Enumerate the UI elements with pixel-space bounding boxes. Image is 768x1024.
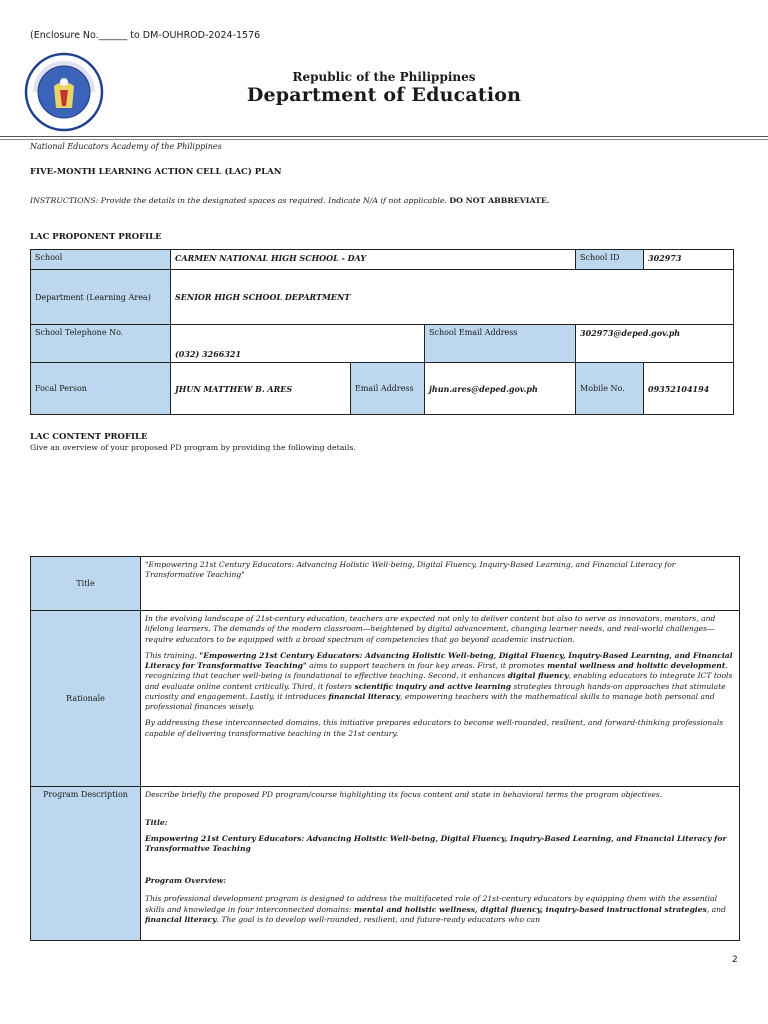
school-id-label: School ID (576, 250, 644, 270)
program-intro: Describe briefly the proposed PD program/course highlighting its focus content and state in behavioral terms the program objectives. (145, 790, 663, 799)
content-profile-table (30, 556, 740, 941)
school-id-value: 302973 (644, 250, 734, 270)
proponent-profile-heading: LAC PROPONENT PROFILE (30, 232, 162, 242)
rationale-paragraph: This training, "Empowering 21st Century Educators: Advancing Holistic Well-being, Digital Fluency, Inquiry-Based Learning, and Financial Literacy for Transformative Teaching" aims to support teachers in four key areas. First, it promotes mental wellness and holistic development, recognizing that teacher well-being is foundational to effective teaching. Second, it enhances digital fluency, enabling educators to integrate ICT tools and evaluate online content critically. Third, it fosters scientific inquiry and active learning strategies through hands-on approaches that stimulate curiosity and engagement. Lastly, it introduces financial literacy, empowering teachers with the mathematical skills to manage both personal and professional finances wisely. (145, 650, 733, 711)
focal-person-label: Focal Person (31, 363, 171, 415)
focal-person-value: JHUN MATTHEW B. ARES (171, 363, 351, 415)
program-title-label: Title: (145, 818, 168, 828)
program-description-value (141, 787, 740, 941)
email-label: Email Address (351, 363, 425, 415)
department-heading: Department of Education (246, 84, 522, 106)
school-email-label: School Email Address (425, 325, 576, 363)
proponent-profile-table (30, 249, 734, 415)
instructions-emphasis: DO NOT ABBREVIATE. (449, 196, 550, 205)
academy-name: National Educators Academy of the Philippines (30, 142, 222, 151)
content-profile-heading: LAC CONTENT PROFILE (30, 432, 148, 442)
republic-heading: Republic of the Philippines (292, 70, 476, 84)
department-label: Department (Learning Area) (31, 270, 171, 325)
title-value: "Empowering 21st Century Educators: Advancing Holistic Well-being, Digital Fluency, Inquiry-Based Learning, and Financial Literacy for Transformative Teaching" (141, 557, 740, 611)
header-divider-thin (0, 139, 768, 140)
rationale-value (141, 611, 740, 787)
title-label: Title (31, 557, 141, 611)
department-value: SENIOR HIGH SCHOOL DEPARTMENT (171, 270, 734, 325)
program-overview-label: Program Overview: (145, 876, 227, 885)
school-email-value: 302973@deped.gov.ph (576, 325, 734, 363)
school-label: School (31, 250, 171, 270)
telephone-value: (032) 3266321 (171, 325, 425, 363)
rationale-label: Rationale (31, 611, 141, 787)
enclosure-line: (Enclosure No.______ to DM-OUHROD-2024-1576 (30, 30, 261, 41)
page-number: 2 (732, 955, 738, 965)
mobile-label: Mobile No. (576, 363, 644, 415)
instructions-text: INSTRUCTIONS: Provide the details in the designated spaces as required. Indicate N/A if not applicable. (30, 196, 450, 205)
telephone-label: School Telephone No. (31, 325, 171, 363)
rationale-paragraph: In the evolving landscape of 21st-century education, teachers are expected not only to deliver content but also to serve as innovators, mentors, and lifelong learners. The demands of the modern classroom—heightened by digital advancement, changing learner needs, and real-world challenges—require educators to be equipped with a broad spectrum of competencies that go beyond academic instruction. (145, 614, 716, 644)
content-profile-subheading: Give an overview of your proposed PD program by providing the following details. (30, 443, 356, 452)
rationale-paragraph: By addressing these interconnected domains, this initiative prepares educators to become well-rounded, resilient, and forward-thinking professionals capable of delivering transformative teaching in the 21st century. (145, 718, 724, 738)
program-overview-text: This professional development program is designed to address the multifaceted role of 21st-century educators by equipping them with the essential skills and knowledge in four interconnected domains: mental and holistic wellness, digital fluency, inquiry-based instructional strategies, and financial literacy. The goal is to develop well-rounded, resilient, and future-ready educators who can (145, 894, 726, 924)
program-description-label: Program Description (31, 787, 141, 941)
email-value: jhun.ares@deped.gov.ph (425, 363, 576, 415)
plan-title: FIVE-MONTH LEARNING ACTION CELL (LAC) PLAN (30, 167, 282, 177)
program-title-value: Empowering 21st Century Educators: Advancing Holistic Well-being, Digital Fluency, Inquiry-Based Learning, and Financial Literacy for Transformative Teaching (145, 833, 727, 853)
mobile-value: 09352104194 (644, 363, 734, 415)
school-value: CARMEN NATIONAL HIGH SCHOOL - DAY (171, 250, 576, 270)
header-divider (0, 136, 768, 137)
instructions (30, 196, 550, 205)
